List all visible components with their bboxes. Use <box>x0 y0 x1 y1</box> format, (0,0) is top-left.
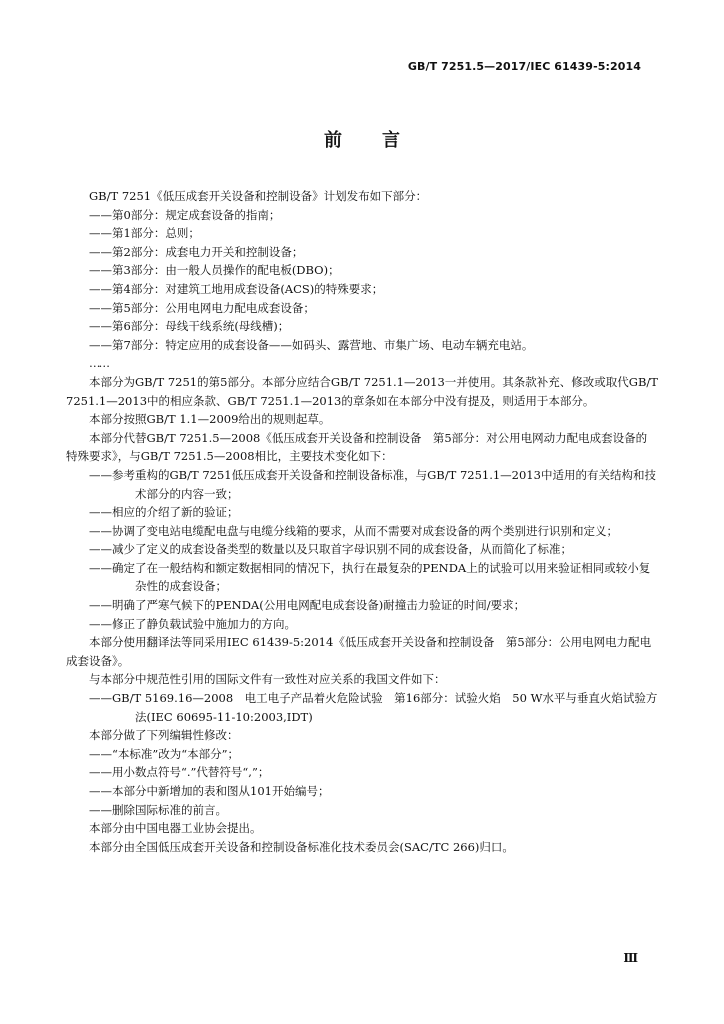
edits-paragraph: 本部分做了下列编辑性修改： <box>89 728 239 743</box>
parts-list <box>66 206 658 355</box>
list-item: ——确定了在一般结构和额定数据相同的情况下，执行在最复杂的PENDA上的试验可以用来验证相同或较小复杂性的成套设备； <box>89 560 651 594</box>
list-item: ——第4部分：对建筑工地用成套设备(ACS)的特殊要求； <box>89 281 384 296</box>
page-number: Ⅲ <box>623 951 638 965</box>
foreword-body <box>66 187 658 856</box>
list-item: ——减少了定义的成套设备类型的数量以及只取首字母识别不同的成套设备，从而简化了标准； <box>89 542 572 557</box>
usage-paragraph: 本部分为GB/T 7251的第5部分。本部分应结合GB/T 7251.1—2013一并使用。其条款补充、修改或取代GB/T 7251.1—2013中的相应条款、GB/T 7251.1—2013的章条如在本部分中没有提及，则适用于本部分。 <box>66 374 658 408</box>
ellipsis: …… <box>89 356 108 371</box>
intro-paragraph: GB/T 7251《低压成套开关设备和控制设备》计划发布如下部分： <box>89 189 428 203</box>
list-item: ——删除国际标准的前言。 <box>89 802 227 817</box>
list-item: ——第0部分：规定成套设备的指南； <box>89 207 281 222</box>
list-item: ——用小数点符号“.”代替符号“,”； <box>89 765 270 780</box>
list-item: ——第5部分：公用电网电力配电成套设备； <box>89 300 315 315</box>
standard-number: GB/T 7251.5—2017/IEC 61439-5:2014 <box>407 60 641 73</box>
replace-paragraph: 本部分代替GB/T 7251.5—2008《低压成套开关设备和控制设备 第5部分：对公用电网动力配电成套设备的特殊要求》，与GB/T 7251.5—2008相比，主要技术变化如下： <box>66 430 648 464</box>
refs-list <box>66 689 658 726</box>
list-item: ——第3部分：由一般人员操作的配电板(DBO)； <box>89 263 340 278</box>
page-title: 前言 <box>324 130 440 151</box>
list-item: ——修正了静负载试验中施加力的方向。 <box>89 616 296 631</box>
list-item: ——第7部分：特定应用的成套设备——如码头、露营地、市集广场、电动车辆充电站。 <box>89 337 534 352</box>
tc-paragraph: 本部分由全国低压成套开关设备和控制设备标准化技术委员会(SAC/TC 266)归口。 <box>89 839 514 854</box>
edits-list <box>66 745 658 819</box>
list-item: ——协调了变电站电缆配电盘与电缆分线箱的要求，从而不需要对成套设备的两个类别进行识别和定义； <box>89 523 618 538</box>
list-item: ——第2部分：成套电力开关和控制设备； <box>89 244 304 259</box>
list-item: ——本部分中新增加的表和图从101开始编号； <box>89 784 330 798</box>
refs-paragraph: 与本部分中规范性引用的国际文件有一致性对应关系的我国文件如下： <box>89 672 446 687</box>
list-item: ——第1部分：总则； <box>89 226 200 241</box>
proposed-paragraph: 本部分由中国电器工业协会提出。 <box>89 821 262 836</box>
list-item: ——相应的介绍了新的验证； <box>89 505 239 520</box>
list-item: ——GB/T 5169.16—2008 电工电子产品着火危险试验 第16部分：试验火焰 50 W水平与垂直火焰试验方法(IEC 60695-11-10:2003,IDT) <box>89 691 658 724</box>
list-item: ——明确了严寒气候下的PENDA(公用电网配电成套设备)耐撞击力验证的时间/要求； <box>89 598 526 613</box>
rules-paragraph: 本部分按照GB/T 1.1—2009给出的规则起草。 <box>89 412 331 427</box>
iec-paragraph: 本部分使用翻译法等同采用IEC 61439-5:2014《低压成套开关设备和控制设备 第5部分：公用电网电力配电成套设备》。 <box>66 635 652 668</box>
changes-list <box>66 466 658 633</box>
list-item: ——“本标准”改为“本部分”； <box>89 746 240 761</box>
list-item: ——第6部分：母线干线系统(母线槽)； <box>89 319 290 334</box>
list-item: ——参考重构的GB/T 7251低压成套开关设备和控制设备标准，与GB/T 7251.1—2013中适用的有关结构和技术部分的内容一致； <box>89 467 656 501</box>
